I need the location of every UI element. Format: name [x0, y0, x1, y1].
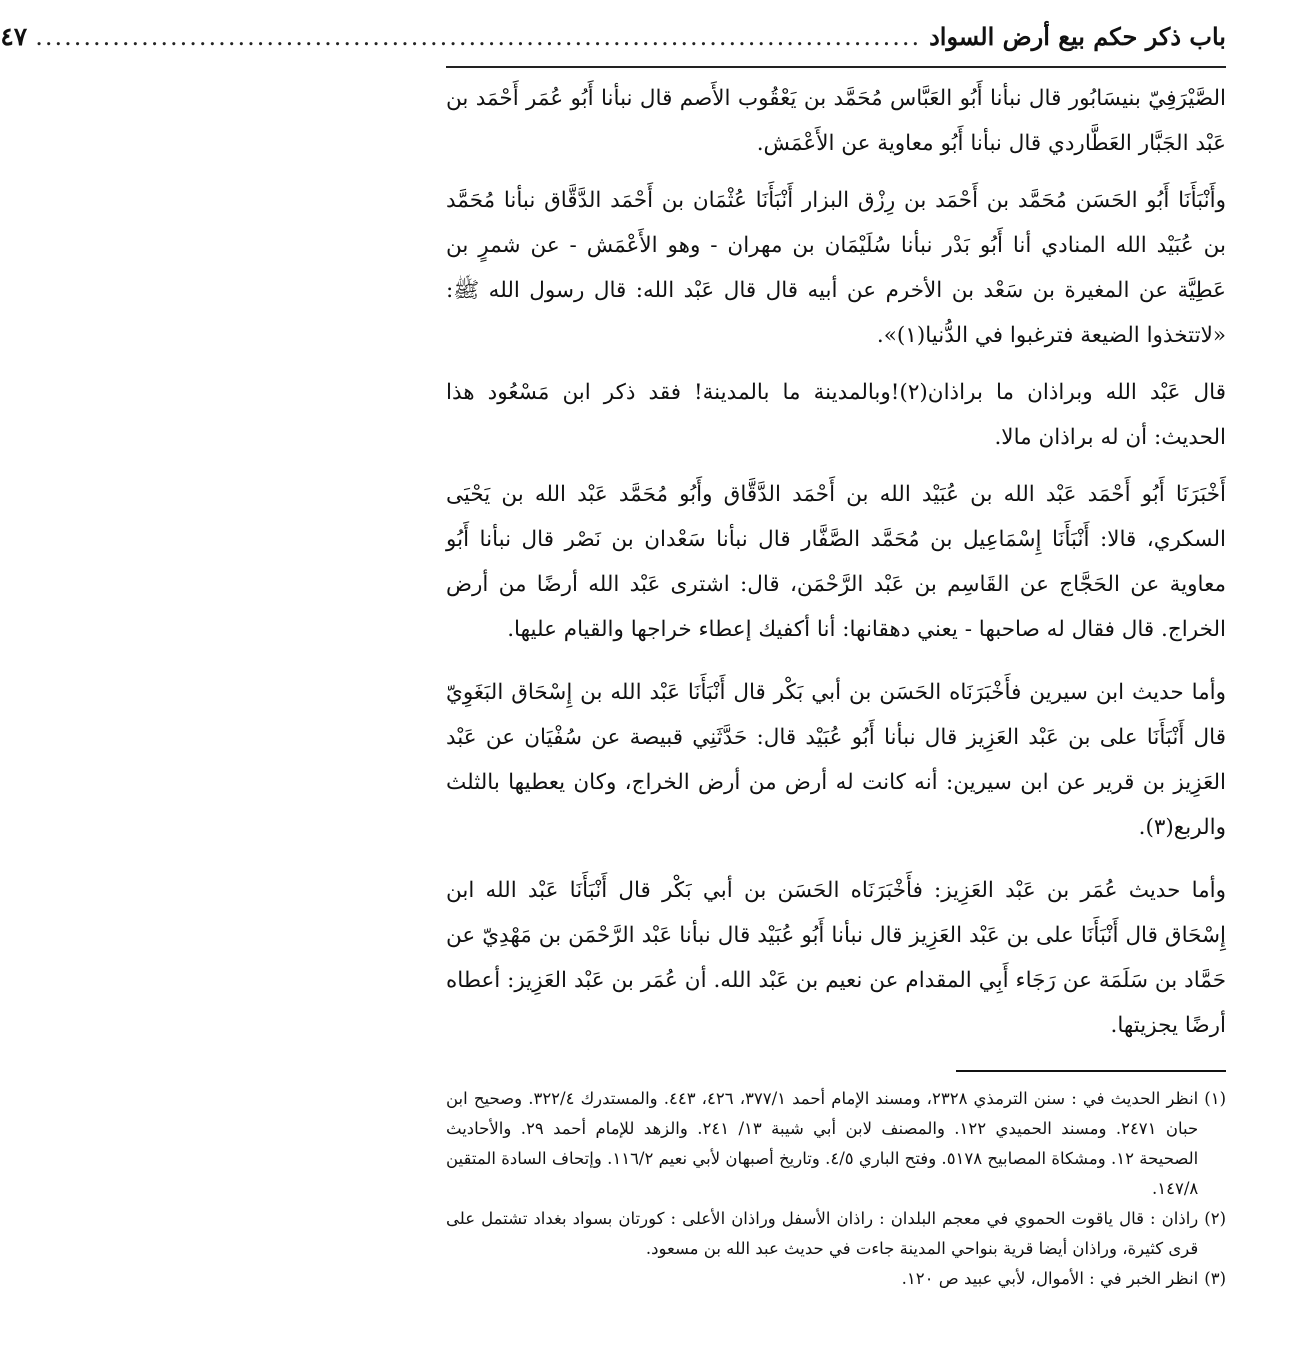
footnote-number: (٣): [1204, 1269, 1226, 1288]
footnote-2: [446, 1204, 1226, 1264]
footnote-1: [446, 1084, 1226, 1204]
footnotes: [446, 1084, 1226, 1294]
page-number: ٤٧: [0, 22, 28, 51]
footnote-text: راذان : قال ياقوت الحموي في معجم البلدان : راذان الأسفل وراذان الأعلى : كورتان بسواد بغداد تشتمل على قرى كثيرة، وراذان أيضا قرية بنواحي المدينة جاءت في حديث عبد الله بن مسعود.: [446, 1209, 1199, 1258]
footnote-number: (٢): [1204, 1209, 1226, 1228]
footnote-separator: [956, 1070, 1226, 1072]
footnote-text: انظر الحديث في : سنن الترمذي ٢٣٢٨، ومسند الإمام أحمد ٣٧٧/١، ٤٢٦، ٤٤٣. والمستدرك ٣٢٢/٤. وصحيح ابن حبان ٢٤٧١. ومسند الحميدي ١٢٢. والمصنف لابن أبي شيبة ١٣/ ٢٤١. والزهد للإمام أحمد ٢٩. والأحاديث الصحيحة ١٢. ومشكاة المصابيح ٥١٧٨. وفتح الباري ٤/٥. وتاريخ أصبهان لأبي نعيم ١١٦/٢. وإتحاف السادة المتقين ١٤٧/٨.: [446, 1089, 1199, 1198]
leader-dots: ............................................................................................: [35, 23, 922, 51]
paragraph-6: وأما حديث عُمَر بن عَبْد العَزِيز: فأَخْبَرَنَاه الحَسَن بن أبي بَكْر قال أَنْبَأَنَا عَبْد الله ابن إِسْحَاق قال أَنْبَأَنَا على بن عَبْد العَزِيز قال نبأنا أَبُو عُبَيْد قال نبأنا عَبْد الرَّحْمَن بن مَهْدِيّ عن حَمَّاد بن سَلَمَة عن رَجَاء أَبِي المقدام عن نعيم بن عَبْد الله. أن عُمَر بن عَبْد العَزِيز: أعطاه أرضًا يجزيتها.: [446, 878, 1226, 1038]
paragraph-5: وأما حديث ابن سيرين فأَخْبَرَنَاه الحَسَن بن أبي بَكْر قال أَنْبَأَنَا عَبْد الله بن إِسْحَاق البَغَوِيّ قال أَنْبَأَنَا على بن عَبْد العَزِيز قال نبأنا أَبُو عُبَيْد قال: حَدَّثَنِي قبيصة عن سُفْيَان عن عَبْد العَزِيز بن قرير عن ابن سيرين: أنه كانت له أرض من أرض الخراج، وكان يعطيها بالثلث والربع(٣).: [446, 680, 1226, 840]
running-header: [0, 22, 1226, 68]
footnote-number: (١): [1204, 1089, 1226, 1108]
paragraph-4: أَخْبَرَنَا أَبُو أَحْمَد عَبْد الله بن عُبَيْد الله بن أَحْمَد الدَّقَّاق وأَبُو مُحَمَّد عَبْد الله بن يَحْيَى السكري، قالا: أَنْبَأَنَا إِسْمَاعِيل بن مُحَمَّد الصَّفَّار قال نبأنا سَعْدان بن نَصْر قال نبأنا أَبُو معاوية عن الحَجَّاج عن القَاسِم بن عَبْد الرَّحْمَن، قال: اشترى عَبْد الله أرضًا من أرض الخراج. قال فقال له صاحبها - يعني دهقانها: أنا أكفيك إعطاء خراجها والقيام عليها.: [446, 482, 1226, 642]
footnote-text: انظر الخبر في : الأموال، لأبي عبيد ص ١٢٠.: [901, 1269, 1199, 1288]
paragraph-1: الصَّيْرَفِيّ بنيسَابُور قال نبأنا أَبُو العَبَّاس مُحَمَّد بن يَعْقُوب الأَصم قال نبأنا أَبُو عُمَر أَحْمَد بن عَبْد الجَبَّار العَطَّاردي قال نبأنا أَبُو معاوية عن الأَعْمَش.: [446, 86, 1226, 156]
chapter-title: باب ذكر حكم بيع أرض السواد: [929, 22, 1226, 51]
footnote-3: [446, 1264, 1226, 1294]
main-text: [446, 76, 1226, 1048]
paragraph-2: وأَنْبَأَنَا أَبُو الحَسَن مُحَمَّد بن أَحْمَد بن رِزْق البزار أَنْبَأَنَا عُثْمَان بن أَحْمَد الدَّقَّاق نبأنا مُحَمَّد بن عُبَيْد الله المنادي أنا أَبُو بَدْر نبأنا سُلَيْمَان بن مهران - وهو الأَعْمَش - عن شمرٍ بن عَطِيَّة عن المغيرة بن سَعْد بن الأخرم عن أبيه قال قال عَبْد الله: قال رسول الله ﷺ: «لاتتخذوا الضيعة فترغبوا في الدُّنيا(١)».: [446, 188, 1226, 348]
paragraph-3: قال عَبْد الله وبراذان ما براذان(٢)!وبالمدينة ما بالمدينة! فقد ذكر ابن مَسْعُود هذا الحديث: أن له براذان مالا.: [446, 380, 1226, 450]
book-page: [0, 22, 1226, 1352]
